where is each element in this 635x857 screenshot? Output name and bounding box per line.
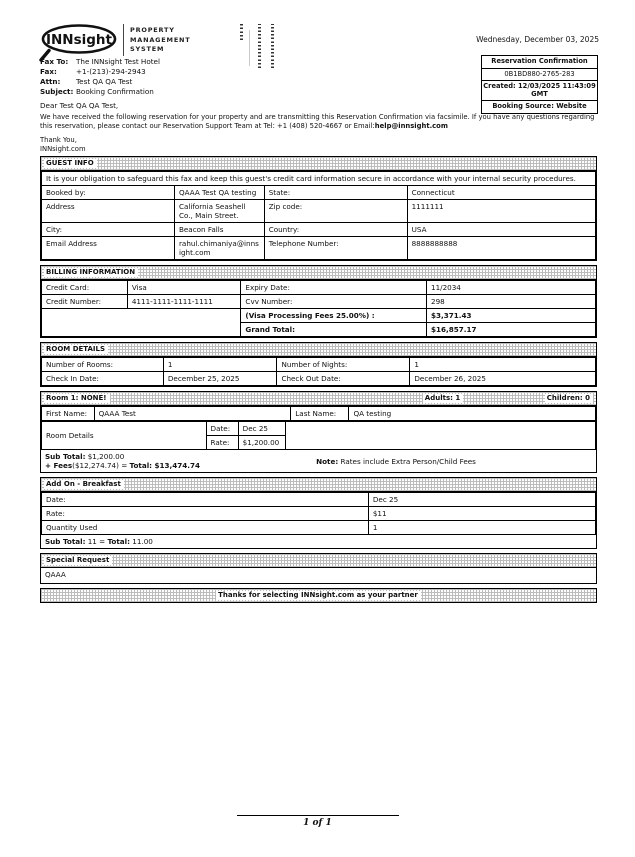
rooms-count-value: 1 <box>163 358 277 372</box>
billing-table <box>41 280 596 337</box>
addon-date-label: Date: <box>42 493 369 507</box>
room1-subtotal <box>45 452 200 470</box>
rate-label: Rate: <box>206 436 238 450</box>
cvv-value: 298 <box>427 295 596 309</box>
tagline-line: PROPERTY <box>130 26 175 34</box>
page-number: 1 of 1 <box>303 818 332 828</box>
state-label: State: <box>264 186 407 200</box>
addon-subtotal-label: Sub Total: <box>45 537 86 546</box>
addon-table <box>41 492 596 535</box>
nights-count-value: 1 <box>410 358 596 372</box>
fax-number-label: Fax: <box>40 67 57 76</box>
letter-salutation: Dear Test QA QA Test, <box>40 101 119 110</box>
guest-info-title: GUEST INFO <box>44 159 97 168</box>
email-value: rahul.chimaniya@innsight.com <box>174 237 264 260</box>
tagline-line: MANAGEMENT <box>130 35 191 44</box>
room1-rate-table <box>41 421 596 450</box>
grand-total-value: $16,857.17 <box>427 323 596 337</box>
addon-total-value: 11.00 <box>130 537 153 546</box>
logo-text: INNsight <box>45 32 113 48</box>
country-label: Country: <box>264 223 407 237</box>
addon-subtotal-row <box>41 535 596 548</box>
security-notice: It is your obligation to safeguard this fax and keep this guest's credit card information secure in accordance with your internal security procedures. <box>42 172 596 186</box>
letter-body-text: We have received the following reservation for your property and are transmitting this Reservation Confirmation via facsimile. If you have any questions regarding this reservation, please contact our Reservation Support Team at Tel: +1 (408) 520-4667 or Email: <box>40 113 595 130</box>
room1-children-wrap <box>505 394 593 403</box>
confirmation-number: 0B1BD880-2765-283 <box>482 69 597 82</box>
addon-section <box>40 477 597 549</box>
addon-total-label: Total: <box>107 537 130 546</box>
city-value: Beacon Falls <box>174 223 264 237</box>
addon-subtotal-value: 11 = <box>85 537 108 546</box>
guest-info-header <box>41 157 596 171</box>
nights-count-label: Number of Nights: <box>277 358 410 372</box>
telephone-label: Telephone Number: <box>264 237 407 260</box>
table-row <box>42 281 596 295</box>
support-email: help@innsight.com <box>374 121 448 130</box>
logo-tagline <box>130 23 191 55</box>
room1-title: Room 1: NONE! <box>44 394 110 403</box>
reservation-confirmation-box <box>481 55 598 114</box>
tagline-line: SYSTEM <box>130 45 165 53</box>
guest-info-section <box>40 156 597 261</box>
credit-number-label: Credit Number: <box>42 295 128 309</box>
email-label: Email Address <box>42 237 175 260</box>
credit-card-value: Visa <box>127 281 241 295</box>
fax-to-value: The INNsight Test Hotel <box>76 57 160 66</box>
fax-to-label: Fax To: <box>40 57 69 66</box>
fax-mark <box>271 24 274 68</box>
zip-label: Zip code: <box>264 200 407 223</box>
fax-number-value: +1-(213)-294-2943 <box>76 67 146 76</box>
table-row <box>42 223 596 237</box>
addon-header <box>41 478 596 492</box>
confirmation-created: Created: 12/03/2025 11:43:09 GMT <box>482 81 597 101</box>
zip-value: 1111111 <box>407 200 595 223</box>
room1-rate-empty-cell <box>286 422 596 450</box>
confirmation-booking-source: Booking Source: Website <box>492 102 587 110</box>
partner-note-bar <box>40 588 597 603</box>
logo-divider <box>123 24 124 56</box>
room1-adults-wrap <box>423 394 505 403</box>
table-row <box>42 407 596 421</box>
room-details-title: ROOM DETAILS <box>44 345 108 354</box>
table-row <box>42 521 596 535</box>
addon-quantity-label: Quantity Used <box>42 521 369 535</box>
note-label: Note: <box>316 456 339 466</box>
guest-info-table <box>41 171 596 260</box>
credit-number-value: 4111-1111-1111-1111 <box>127 295 241 309</box>
country-value: USA <box>407 223 595 237</box>
fax-mark-line <box>249 30 250 66</box>
addon-quantity-value: 1 <box>368 521 595 535</box>
special-request-section <box>40 553 597 584</box>
room1-section <box>40 391 597 473</box>
room1-subtotal-label: Sub Total: <box>45 452 86 461</box>
billing-title: BILLING INFORMATION <box>44 268 138 277</box>
address-value: California Seashell Co., Main Street. <box>174 200 264 223</box>
table-row <box>42 493 596 507</box>
billing-section <box>40 265 597 338</box>
telephone-value: 8888888888 <box>407 237 595 260</box>
note-text: Rates include Extra Person/Child Fees <box>338 456 476 466</box>
fax-mark <box>240 24 243 40</box>
room-details-header <box>41 343 596 357</box>
credit-card-label: Credit Card: <box>42 281 128 295</box>
billing-empty-cell <box>42 309 241 337</box>
address-label: Address <box>42 200 175 223</box>
letter-body <box>40 113 597 131</box>
addon-date-value: Dec 25 <box>368 493 595 507</box>
table-row <box>42 237 596 260</box>
rate-value: $1,200.00 <box>238 436 286 450</box>
document-date: Wednesday, December 03, 2025 <box>476 35 599 44</box>
room1-adults: Adults: 1 <box>423 394 463 403</box>
confirmation-title: Reservation Confirmation <box>482 56 597 69</box>
table-row <box>42 507 596 521</box>
table-row <box>42 172 596 186</box>
room1-fees-value: ($12,274.74) = <box>72 461 130 470</box>
table-row <box>42 186 596 200</box>
room1-children: Children: 0 <box>545 394 593 403</box>
page-footer <box>0 815 635 828</box>
fax-recipient-info <box>40 57 160 97</box>
addon-rate-value: $11 <box>368 507 595 521</box>
room1-title-wrap <box>44 394 423 403</box>
subject-label: Subject: <box>40 87 74 96</box>
addon-rate-label: Rate: <box>42 507 369 521</box>
last-name-label: Last Name: <box>291 407 349 421</box>
room1-name-table <box>41 406 596 421</box>
fax-transmission-marks-icon <box>240 24 284 68</box>
checkout-label: Check Out Date: <box>277 372 410 386</box>
special-request-content: QAAA <box>45 570 66 579</box>
room1-fees-label: + Fees <box>45 461 73 470</box>
room-details-cell-label: Room Details <box>42 422 207 450</box>
room-details-section <box>40 342 597 387</box>
processing-fees-label: (Visa Processing Fees 25.00%) : <box>241 309 427 323</box>
cvv-label: Cvv Number: <box>241 295 427 309</box>
fax-mark <box>258 24 261 68</box>
expiry-label: Expiry Date: <box>241 281 427 295</box>
billing-header <box>41 266 596 280</box>
rate-date-value: Dec 25 <box>238 422 286 436</box>
state-value: Connecticut <box>407 186 595 200</box>
thank-you-text: Thank You, <box>40 136 77 144</box>
rooms-count-label: Number of Rooms: <box>42 358 164 372</box>
last-name-value: QA testing <box>349 407 596 421</box>
first-name-label: First Name: <box>42 407 95 421</box>
checkin-label: Check In Date: <box>42 372 164 386</box>
room1-total: Total: $13,474.74 <box>129 461 201 470</box>
footer-divider <box>237 815 399 816</box>
table-row <box>42 422 596 436</box>
subject-value: Booking Confirmation <box>76 87 154 96</box>
rate-date-label: Date: <box>206 422 238 436</box>
room1-note <box>200 457 592 466</box>
room1-subtotal-value: $1,200.00 <box>85 452 125 461</box>
grand-total-label: Grand Total: <box>241 323 427 337</box>
signature-text: INNsight.com <box>40 144 86 153</box>
special-request-header <box>41 554 596 568</box>
attn-label: Attn: <box>40 77 61 86</box>
special-request-title: Special Request <box>44 556 112 565</box>
addon-title: Add On - Breakfast <box>44 480 124 489</box>
city-label: City: <box>42 223 175 237</box>
partner-note-text: Thanks for selecting INNsight.com as your partner <box>216 591 421 600</box>
letter-closing <box>40 136 86 153</box>
table-row <box>42 200 596 223</box>
checkout-value: December 26, 2025 <box>410 372 596 386</box>
processing-fees-value: $3,371.43 <box>427 309 596 323</box>
first-name-value: QAAA Test <box>94 407 291 421</box>
booked-by-value: QAAA Test QA testing <box>174 186 264 200</box>
checkin-value: December 25, 2025 <box>163 372 277 386</box>
table-row <box>42 309 596 323</box>
booked-by-label: Booked by: <box>42 186 175 200</box>
room1-subtotal-row <box>41 450 596 472</box>
attn-value: Test QA QA Test <box>76 77 133 86</box>
table-row <box>42 295 596 309</box>
room1-header <box>41 392 596 406</box>
table-row <box>42 372 596 386</box>
document-body <box>40 156 597 603</box>
expiry-value: 11/2034 <box>427 281 596 295</box>
table-row <box>42 358 596 372</box>
room-details-table <box>41 357 596 386</box>
